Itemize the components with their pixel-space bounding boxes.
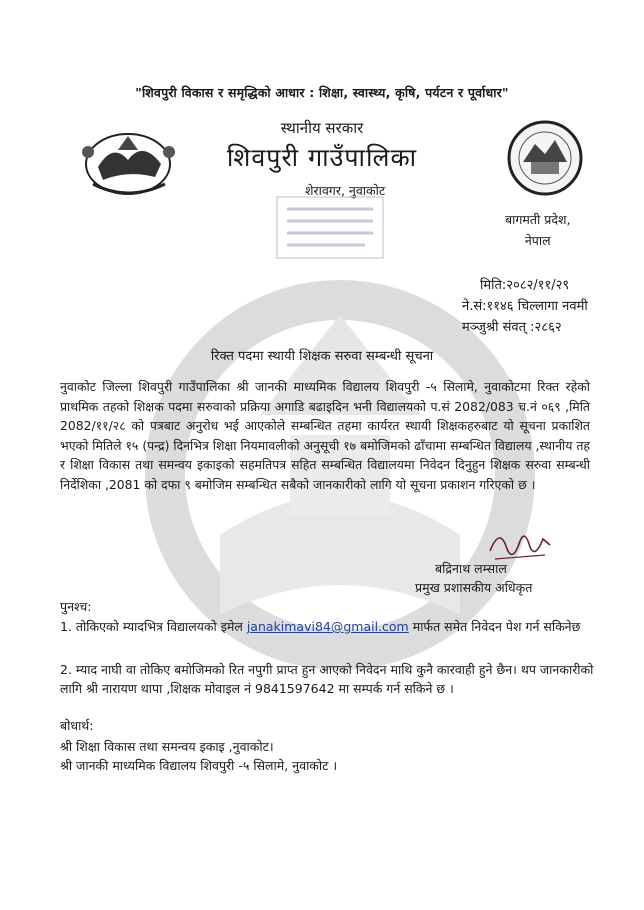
issue-date: मिति:२०८२/११/२९: [480, 278, 570, 293]
cc-item: श्री जानकी माध्यमिक विद्यालय शिवपुरी -५ सिलामे, नुवाकोट ।: [60, 758, 338, 773]
school-email-link[interactable]: janakimavi84@gmail.com: [246, 619, 409, 634]
office-stamp: [275, 195, 385, 260]
province-block: [505, 209, 570, 251]
municipality-name: शिवपुरी गाउँपालिका: [226, 143, 418, 172]
notice-subject: रिक्त पदमा स्थायी शिक्षक सरुवा सम्बन्धी सूचना: [210, 349, 434, 364]
slogan: "शिवपुरी विकास र समृद्धिको आधार : शिक्षा, स्वास्थ्य, कृषि, पर्यटन र पूर्वाधार": [135, 85, 509, 100]
postscript-note-2: 2. म्याद नाघी वा तोकिए बमोजिमको रित नपुगी प्राप्त हुन आएको निवेदन माथि कुनै कारवाही हुने छैन। थप जानकारीको लागि श्री नारायण थापा ,शिक्षक मोवाइल नं 9841597642 मा सम्पर्क गर्न सकिने छ ।: [60, 662, 594, 696]
postscript-heading: पुनश्च:: [60, 599, 92, 614]
signatory-name: बद्रिनाथ लम्साल: [435, 561, 507, 576]
government-label: स्थानीय सरकार: [280, 119, 364, 137]
municipality-address: शेरावगर, नुवाकोट: [305, 183, 386, 198]
cc-heading: बोधार्थ:: [60, 718, 94, 733]
nepal-sambat-ref: ने.सं:११४६ चिल्लागा नवमी: [462, 299, 588, 314]
manjushree-sambat: मञ्जुश्री संवत् :२८६२: [462, 320, 562, 335]
note-1-prefix: 1. तोकिएको म्यादभित्र विद्यालयको इमेल: [60, 619, 247, 634]
postscript-note-1: [60, 617, 600, 636]
province-name: बागमती प्रदेश,: [505, 212, 571, 227]
municipality-logo-icon: [505, 118, 585, 198]
note-1-suffix: मार्फत समेत निवेदन पेश गर्न सकिनेछ: [408, 619, 581, 634]
signatory-title: प्रमुख प्रशासकीय अधिकृत: [415, 580, 533, 595]
notice-body: नुवाकोट जिल्ला शिवपुरी गाउँपालिका श्री जानकी माध्यमिक विद्यालय शिवपुरी -५ सिलामे, नुवाकोटमा रिक्त रहेको प्राथमिक तहको शिक्षक पदमा सरुवाको प्रक्रिया अगाडि बढाइदिन भनी विद्यालयको प.सं 2082/083 च.नं ०६९ ,मिति 2082/११/२८ को पत्रबाट अनुरोध भई आएकोले सम्बन्धित तहमा कार्यरत स्थायी शिक्षकहरुबाट यो सूचना प्रकाशित भएको मितिले १५ (पन्द्र) दिनभित्र शिक्षा नियमावलीको अनुसूची १७ बमोजिमको ढाँचामा सम्बन्धित विद्यालय ,स्थानीय तह र शिक्षा विकास तथा समन्वय इकाइको सहमतिपत्र सहित सम्बन्धित विद्यालयमा निवेदन दिनुहुन शिक्षक सरुवा सम्बन्धी निर्देशिका ,2081 को दफा ९ बमोजिम सम्बन्धित सबैको जानकारीको लागि यो सूचना प्रकाशन गरिएको छ ।: [60, 379, 590, 492]
country-name: नेपाल: [524, 233, 551, 248]
cc-item: श्री शिक्षा विकास तथा समन्वय इकाइ ,नुवाकोट।: [60, 739, 274, 754]
